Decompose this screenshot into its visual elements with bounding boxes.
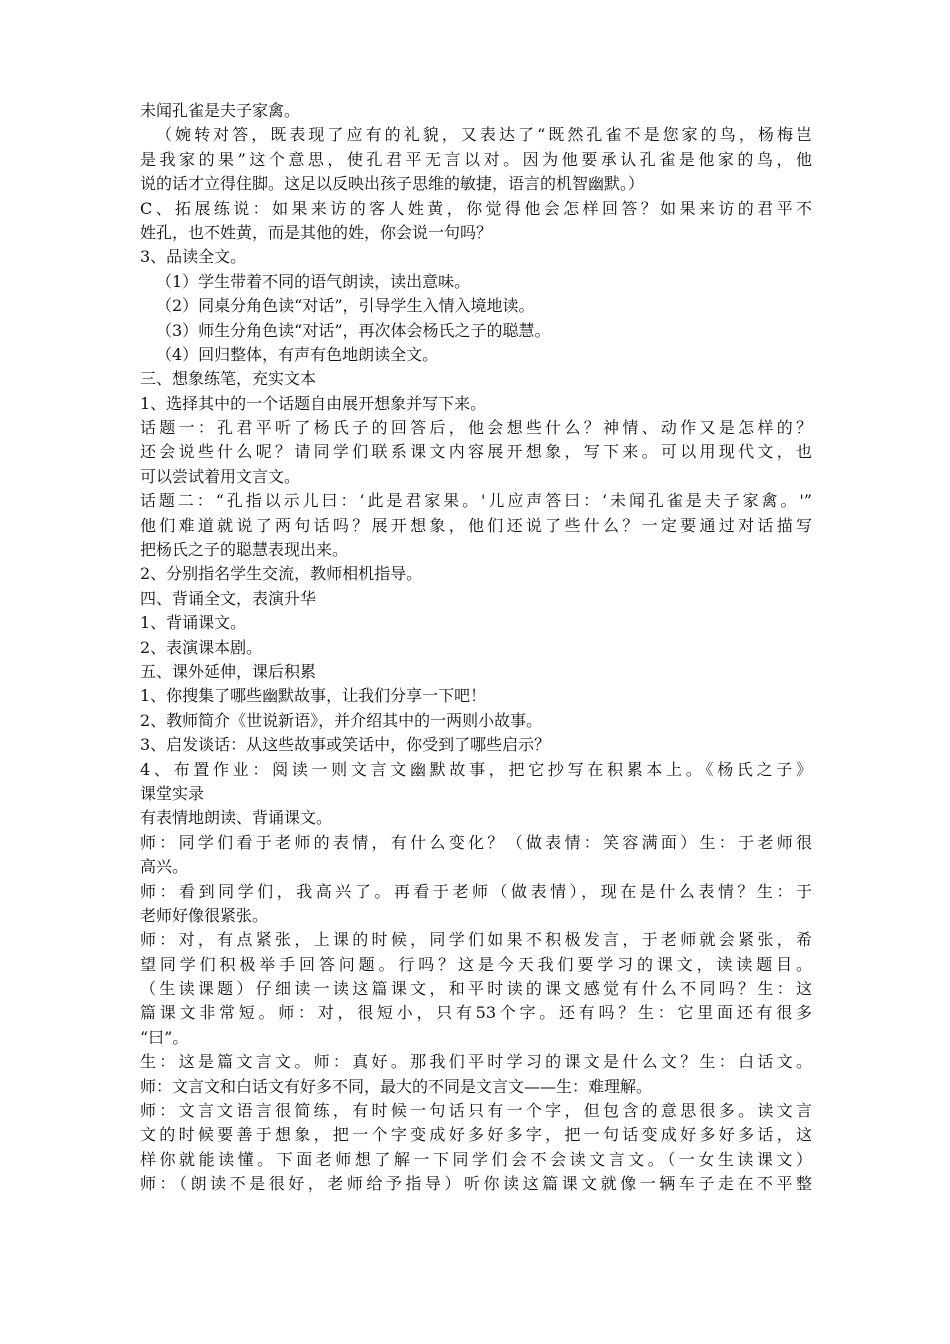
text-line: 师：文言文语言很简练，有时候一句话只有一个字，但包含的意思很多。读文言: [140, 1101, 812, 1121]
list-item: 2、教师简介《世说新语》，并介绍其中的一两则小故事。: [140, 710, 543, 730]
text-line: 课堂实录: [140, 783, 205, 803]
document-body: [140, 99, 812, 1197]
text-line: 可以尝试着用文言文。: [140, 466, 301, 486]
text-line: 1、选择其中的一个话题自由展开想象并写下来。: [140, 393, 487, 413]
list-item: （2）同桌分角色读“对话”，引导学生入情入境地读。: [156, 296, 535, 316]
text-line: 生：这是篇文言文。师：真好。那我们平时学习的课文是什么文？生：白话文。: [140, 1052, 812, 1072]
list-item: 3、启发谈话：从这些故事或笑话中，你受到了哪些启示？: [140, 735, 551, 755]
text-line: 高兴。: [140, 857, 189, 877]
text-line: 样你就能读懂。下面老师想了解一下同学们会不会读文言文。（一女生读课文）: [140, 1149, 812, 1169]
text-line: 师：看到同学们，我高兴了。再看于老师（做表情），现在是什么表情？生：于: [140, 881, 812, 901]
list-item: 2、表演课本剧。: [140, 637, 263, 657]
text-line: 师：同学们看于老师的表情，有什么变化？（做表情：笑容满面）生：于老师很: [140, 832, 812, 852]
section-heading: 五、课外延伸，课后积累: [140, 661, 317, 681]
list-item: （3）师生分角色读“对话”，再次体会杨氏之子的聪慧。: [156, 320, 551, 340]
section-heading: 3、品读全文。: [140, 247, 247, 267]
text-line: “曰”。: [140, 1027, 189, 1047]
text-line: 文的时候要善于想象，把一个字变成好多好多字，把一句话变成好多好多话，这: [140, 1125, 812, 1145]
text-line: 未闻孔雀是夫子家禽。: [140, 101, 301, 120]
text-line: 说的话才立得住脚。这足以反映出孩子思维的敏捷，语言的机智幽默。）: [140, 174, 645, 194]
text-line: 把杨氏之子的聪慧表现出来。: [140, 540, 349, 560]
section-heading: 四、背诵全文，表演升华: [140, 588, 317, 608]
text-line: 还会说些什么呢？请同学们联系课文内容展开想象，写下来。可以用现代文，也: [140, 442, 812, 462]
text-line: （婉转对答，既表现了应有的礼貌，又表达了“既然孔雀不是您家的鸟，杨梅岂: [156, 125, 812, 145]
section-heading: 三、想象练笔，充实文本: [140, 369, 317, 389]
text-line: （生读课题）仔细读一读这篇课文，和平时读的课文感觉有什么不同吗？生：这: [140, 979, 812, 999]
text-line: 师：文言文和白话文有好多不同，最大的不同是文言文——生：难理解。: [140, 1076, 653, 1096]
text-line: 望同学们积极举手回答问题。行吗？这是今天我们要学习的课文，读读题目。: [140, 954, 812, 974]
text-line: 话题二：“孔指以示儿曰：‘此是君家果。'儿应声答曰：‘未闻孔雀是夫子家禽。'”: [140, 491, 812, 511]
text-line: 是我家的果”这个意思，使孔君平无言以对。因为他要承认孔雀是他家的鸟，他: [140, 149, 812, 169]
text-line: 师：（朗读不是很好，老师给予指导）听你读这篇课文就像一辆车子走在不平整: [140, 1174, 812, 1194]
text-line: C、拓展练说：如果来访的客人姓黄，你觉得他会怎样回答？如果来访的君平不: [140, 198, 812, 218]
list-item: 1、背诵课文。: [140, 613, 247, 633]
list-item: 1、你搜集了哪些幽默故事，让我们分享一下吧！: [140, 686, 487, 706]
list-item: 4、布置作业：阅读一则文言文幽默故事，把它抄写在积累本上。《杨氏之子》: [140, 759, 812, 779]
text-line: 篇课文非常短。师：对，很短小，只有53个字。还有吗？生：它里面还有很多: [140, 1003, 812, 1023]
text-line: 他们难道就说了两句话吗？展开想象，他们还说了些什么？一定要通过对话描写: [140, 515, 812, 535]
text-line: 姓孔，也不姓黄，而是其他的姓，你会说一句吗？: [140, 222, 493, 242]
list-item: （4）回归整体，有声有色地朗读全文。: [156, 344, 439, 364]
list-item: （1）学生带着不同的语气朗读，读出意味。: [156, 271, 471, 291]
text-line: 有表情地朗读、背诵课文。: [140, 808, 333, 828]
text-line: 2、分别指名学生交流，教师相机指导。: [140, 564, 423, 584]
text-line: 话题一：孔君平听了杨氏子的回答后，他会想些什么？神情、动作又是怎样的？: [140, 418, 812, 438]
text-line: 师：对，有点紧张，上课的时候，同学们如果不积极发言，于老师就会紧张，希: [140, 930, 812, 950]
text-line: 老师好像很紧张。: [140, 905, 269, 925]
